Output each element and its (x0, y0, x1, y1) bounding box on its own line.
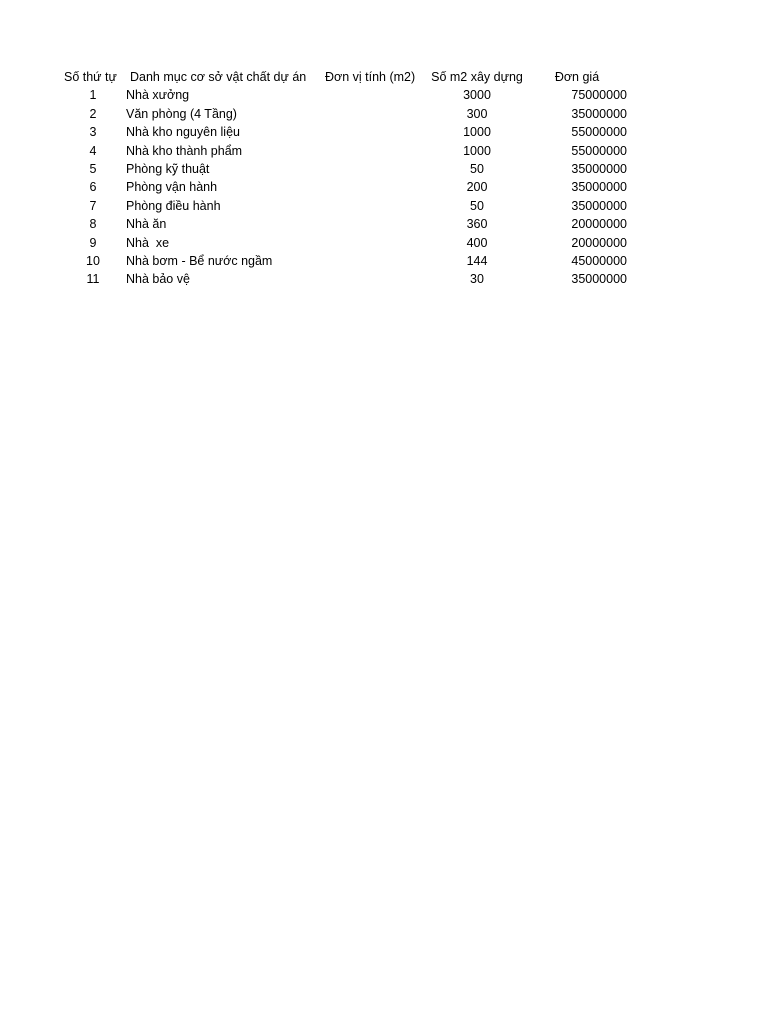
cell-name: Phòng vận hành (126, 180, 218, 195)
cell-unit (324, 123, 427, 141)
facilities-table (60, 68, 627, 289)
cell-name: Nhà bơm - Bể nước ngầm (126, 254, 273, 269)
cell-area: 3000 (463, 88, 491, 103)
cell-price: 20000000 (571, 217, 627, 232)
header-area: Số m2 xây dựng (431, 70, 523, 84)
cell-unit (324, 215, 427, 233)
cell-area: 1000 (463, 143, 491, 158)
cell-price: 20000000 (571, 235, 627, 250)
cell-price: 35000000 (571, 162, 627, 177)
cell-price: 55000000 (571, 143, 627, 158)
table-row (60, 123, 627, 141)
cell-area: 300 (466, 106, 488, 121)
cell-unit (324, 197, 427, 215)
cell-name: Phòng kỹ thuật (126, 162, 210, 177)
cell-stt: 6 (89, 180, 97, 195)
spreadsheet-area (60, 68, 627, 289)
cell-area: 30 (470, 272, 484, 287)
cell-name: Nhà xưởng (126, 88, 190, 103)
cell-stt: 11 (86, 272, 100, 287)
cell-area: 1000 (463, 125, 491, 140)
cell-name: Nhà xe (126, 235, 170, 250)
cell-unit (324, 270, 427, 288)
cell-price: 35000000 (571, 106, 627, 121)
table-row (60, 234, 627, 252)
cell-unit (324, 105, 427, 123)
header-stt: Số thứ tự (64, 70, 117, 84)
header-price: Đơn giá (554, 70, 600, 84)
cell-unit (324, 86, 427, 104)
table-row (60, 215, 627, 233)
cell-name: Văn phòng (4 Tầng) (126, 106, 237, 121)
cell-stt: 8 (89, 217, 97, 232)
table-row (60, 142, 627, 160)
cell-stt: 7 (89, 198, 97, 213)
cell-unit (324, 160, 427, 178)
cell-stt: 10 (86, 254, 100, 269)
cell-stt: 1 (89, 88, 97, 103)
cell-stt: 9 (89, 235, 97, 250)
table-row (60, 160, 627, 178)
table-row (60, 197, 627, 215)
table-row (60, 178, 627, 196)
cell-area: 200 (466, 180, 488, 195)
cell-area: 360 (466, 217, 488, 232)
cell-unit (324, 142, 427, 160)
cell-area: 50 (470, 162, 484, 177)
cell-area: 144 (466, 254, 488, 269)
cell-name: Nhà ăn (126, 217, 167, 232)
table-row (60, 270, 627, 288)
cell-name: Nhà kho thành phẩm (126, 143, 243, 158)
cell-name: Nhà kho nguyên liệu (126, 125, 240, 140)
cell-price: 35000000 (571, 198, 627, 213)
cell-price: 35000000 (571, 180, 627, 195)
cell-price: 75000000 (571, 88, 627, 103)
cell-price: 45000000 (571, 254, 627, 269)
cell-stt: 4 (89, 143, 97, 158)
cell-name: Phòng điều hành (126, 198, 221, 213)
cell-stt: 2 (89, 106, 97, 121)
cell-name: Nhà bảo vệ (126, 272, 190, 287)
cell-area: 400 (466, 235, 488, 250)
table-row (60, 105, 627, 123)
cell-stt: 5 (89, 162, 97, 177)
header-unit: Đơn vị tính (m2) (325, 70, 416, 84)
cell-unit (324, 178, 427, 196)
table-row (60, 252, 627, 270)
cell-unit (324, 234, 427, 252)
header-row (60, 68, 627, 86)
cell-stt: 3 (89, 125, 97, 140)
cell-price: 55000000 (571, 125, 627, 140)
table-row (60, 86, 627, 104)
cell-price: 35000000 (571, 272, 627, 287)
header-name: Danh mục cơ sở vật chất dự án (130, 70, 307, 84)
cell-unit (324, 252, 427, 270)
cell-area: 50 (470, 198, 484, 213)
